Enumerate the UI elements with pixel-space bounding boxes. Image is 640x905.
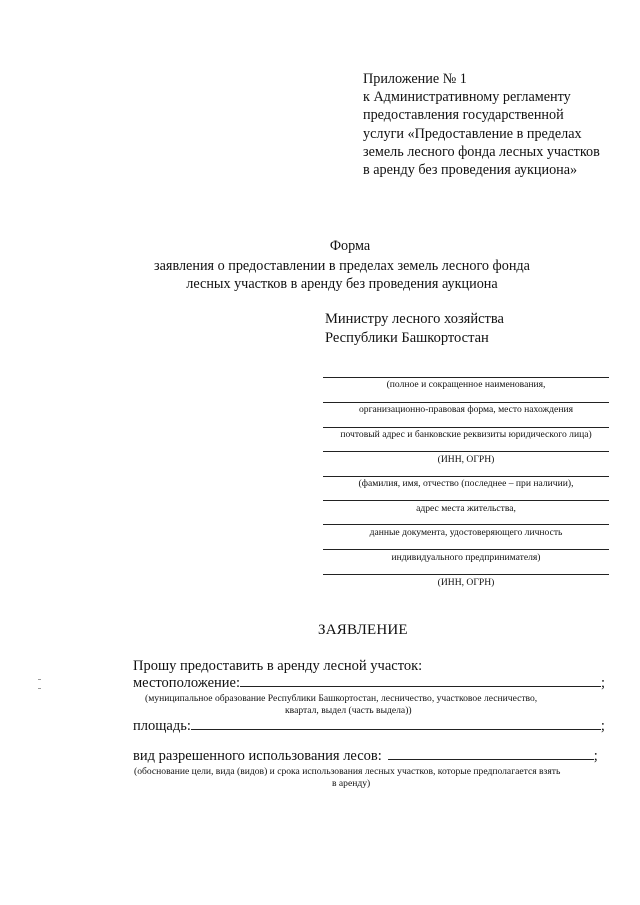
location-hint: (муниципальное образование Республики Башкортостан, лесничество, участковое лесничество, [145, 693, 538, 704]
appendix-line: Приложение № 1 [363, 71, 467, 87]
field-hint: (фамилия, имя, отчество (последнее – при наличии), [358, 478, 574, 489]
applicant-field-line[interactable] [323, 549, 609, 550]
field-hint: почтовый адрес и банковские реквизиты юридического лица) [340, 429, 592, 440]
line-end-mark: ; [600, 718, 605, 734]
usage-label: вид разрешенного использования лесов: [133, 748, 382, 764]
applicant-field-line[interactable] [323, 451, 609, 452]
applicant-field-line[interactable] [323, 476, 609, 477]
scan-speck [38, 679, 41, 680]
line-end-mark: ; [593, 748, 598, 764]
appendix-line: услуги «Предоставление в пределах [363, 125, 582, 142]
field-hint: индивидуального предпринимателя) [391, 552, 541, 563]
usage-hint: в аренду) [332, 778, 371, 789]
applicant-field-line[interactable] [323, 377, 609, 378]
form-title-line: заявления о предоставлении в пределах земель лесного фонда [154, 258, 530, 274]
field-hint: (полное и сокращенное наименования, [386, 379, 546, 390]
applicant-field-line[interactable] [323, 500, 609, 501]
application-heading: ЗАЯВЛЕНИЕ [318, 622, 408, 638]
usage-row [133, 747, 598, 765]
appendix-block [363, 70, 633, 179]
recipient-line: Республики Башкортостан [325, 329, 489, 346]
area-row [133, 717, 605, 735]
location-label: местоположение: [133, 675, 240, 691]
location-hint: квартал, выдел (часть выдела)) [285, 705, 412, 716]
line-end-mark: ; [601, 675, 606, 691]
appendix-line: земель лесного фонда лесных участков [363, 143, 600, 160]
recipient-block [325, 310, 504, 347]
field-hint: организационно-правовая форма, место нахождения [359, 404, 573, 415]
usage-hint: (обоснование цели, вида (видов) и срока использования лесных участков, которые предполагается взять [134, 766, 561, 777]
request-text: Прошу предоставить в аренду лесной участок: [133, 658, 423, 674]
form-title-line: Форма [329, 238, 371, 254]
field-hint: данные документа, удостоверяющего личность [369, 527, 563, 538]
appendix-line: в аренду без проведения аукциона» [363, 162, 578, 179]
field-hint: адрес места жительства, [416, 503, 516, 514]
area-input-line[interactable] [191, 717, 601, 730]
form-title-line: лесных участков в аренду без проведения аукциона [186, 276, 498, 292]
scan-speck [38, 688, 41, 689]
location-row [133, 674, 605, 692]
applicant-field-line[interactable] [323, 402, 609, 403]
field-hint: (ИНН, ОГРН) [437, 577, 495, 588]
location-input-line[interactable] [240, 674, 601, 687]
field-hint: (ИНН, ОГРН) [437, 454, 495, 465]
recipient-line: Министру лесного хозяйства [325, 311, 504, 327]
applicant-field-line[interactable] [323, 524, 609, 525]
appendix-line: предоставления государственной [363, 107, 564, 124]
area-label: площадь: [133, 718, 191, 734]
appendix-line: к Административному регламенту [363, 89, 571, 106]
applicant-field-line[interactable] [323, 427, 609, 428]
usage-input-line[interactable] [388, 747, 594, 760]
applicant-field-line[interactable] [323, 574, 609, 575]
